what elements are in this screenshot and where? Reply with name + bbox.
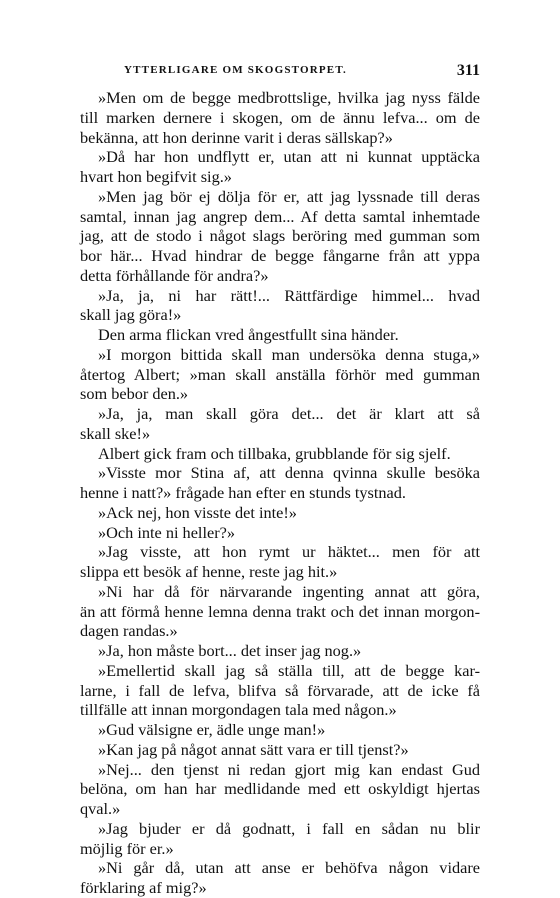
text-line: larne, i fall de lefva, blifva så förvarade, att de icke få [80,680,480,700]
text-line: »Jag bjuder er då godnatt, i fall en sådan nu blir [98,818,480,838]
text-line: möjlig för er.» [80,838,174,858]
text-line: återtog Albert; »man skall anställa förhör med gumman [80,364,480,384]
text-line: »Men jag bör ej dölja för er, att jag lyssnade till deras [98,186,480,206]
text-line: som bebor den.» [80,384,189,404]
text-line: »Ja, hon måste bort... det inser jag nog.» [98,641,362,660]
text-line: bekänna, att hon derinne varit i deras sällskap?» [80,127,393,147]
text-line: »Jag visste, att hon rymt ur häktet... men för att [98,542,480,562]
text-line: tillfälle att innan morgondagen tala med någon.» [80,700,397,720]
text-line: belöna, om han har medlidande med ett oskyldigt hjertas [80,779,480,799]
text-line: »Ja, ja, ni har rätt!... Rättfärdige himmel... hvad [98,285,480,305]
text-line: qval.» [80,799,121,818]
text-line: jag, att de stodo i något slags beröring med gumman som [80,226,480,246]
text-line: »Och inte ni heller?» [98,522,235,542]
text-line: »Ni går då, utan att anse er behöfva någon vidare [98,858,480,878]
text-line: hvart hon begifvit sig.» [80,167,232,186]
text-line: än att förmå henne lemna denna trakt och det innan morgon- [80,601,480,621]
text-line: henne i natt?» frågade han efter en stunds tystnad. [80,483,406,502]
text-line: skall jag göra!» [80,305,182,325]
text-line: »Ja, ja, man skall göra det... det är klart att så [98,404,480,423]
page-header [80,62,480,84]
text-line: »Ack nej, hon visste det inte!» [98,502,297,522]
text-line: »Kan jag på något annat sätt vara er till tjenst?» [98,739,409,759]
text-line: »Men om de begge medbrottslige, hvilka jag nyss fälde [98,88,480,107]
text-line: till marken dernere i skogen, om de ännu lefva... om de [80,107,480,127]
text-line: dagen randas.» [80,621,178,641]
text-line: »Nej... den tjenst ni redan gjort mig kan endast Gud [98,759,480,779]
text-line: förklaring af mig?» [80,878,207,897]
text-line: »Ni har då för närvarande ingenting annat att göra, [98,581,480,601]
text-line: »Visste mor Stina af, att denna qvinna skulle besöka [98,463,480,483]
running-head: YTTERLIGARE OM SKOGSTORPET. [124,64,348,76]
text-line: »Emellertid skall jag så ställa till, att de begge kar- [98,660,480,680]
text-line: samtal, innan jag angrep dem... Af detta samtal inhemtade [80,206,480,226]
text-line: Albert gick fram och tillbaka, grubblande för sig sjelf. [98,443,451,463]
text-line: bor här... Hvad hindrar de begge fångarne från att yppa [80,246,480,265]
text-line: detta förhållande för andra?» [80,265,269,285]
text-line: skall ske!» [80,423,151,443]
text-line: slippa ett besök af henne, reste jag hit.» [80,562,338,581]
text-line: »Gud välsigne er, ädle unge man!» [98,720,326,739]
page-number: 311 [456,62,480,79]
text-line: »I morgon bittida skall man undersöka denna stuga,» [98,344,480,364]
body-text [80,88,480,898]
text-line: »Då har hon undflytt er, utan att ni kunnat upptäcka [98,147,480,167]
text-line: Den arma flickan vred ångestfullt sina händer. [98,325,399,344]
